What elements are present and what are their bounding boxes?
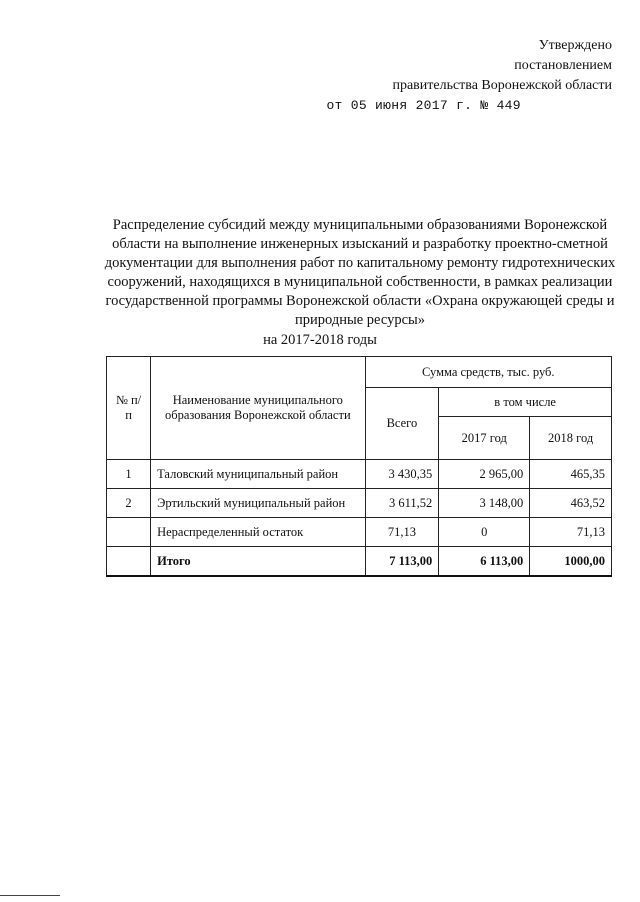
cell-total-2018: 1000,00 [530,547,612,577]
cell-2018: 463,52 [530,489,612,518]
cell-number: 1 [107,460,151,489]
cell-number [107,518,151,547]
subsidy-table [106,356,612,577]
page-footer-rule [0,895,60,896]
table-header-row [107,357,612,388]
table-row [107,518,612,547]
approval-line-resolution: постановлением [514,58,612,73]
cell-total-label: Итого [151,547,365,577]
approval-line-government: правительства Воронежской области [392,78,612,93]
cell-total: 3 430,35 [365,460,439,489]
header-municipality: Наименование муниципального образования Воронежской области [151,357,365,460]
document-subtitle: на 2017-2018 годы [263,332,377,348]
cell-total-2017: 6 113,00 [439,547,530,577]
cell-municipality: Эртильский муниципальный район [151,489,365,518]
header-including: в том числе [439,388,612,417]
cell-2017: 0 [439,518,530,547]
approval-block [326,36,612,116]
cell-2017: 2 965,00 [439,460,530,489]
cell-municipality: Нераспределенный остаток [151,518,365,547]
cell-total: 71,13 [365,518,439,547]
cell-total: 3 611,52 [365,489,439,518]
table-row [107,460,612,489]
cell-number: 2 [107,489,151,518]
cell-grand-total: 7 113,00 [365,547,439,577]
header-sum: Сумма средств, тыс. руб. [365,357,611,388]
cell-municipality: Таловский муниципальный район [151,460,365,489]
header-total: Всего [365,388,439,460]
cell-2018: 71,13 [530,518,612,547]
header-number: № п/п [107,357,151,460]
cell-2017: 3 148,00 [439,489,530,518]
cell-number [107,547,151,577]
cell-2018: 465,35 [530,460,612,489]
approval-date-stamp: от 05 июня 2017 г. № 449 [326,98,521,113]
approval-line-approved: Утверждено [538,38,612,53]
header-2017: 2017 год [439,417,530,460]
document-title: Распределение субсидий между муниципальными образованиями Воронежской области на выполнение инженерных изысканий и разработку проектно-сметной документации для выполнения работ по капитальному ремонту гидротехнических сооружений, находящихся в муниципальной собственности, в рамках реализации государственной программы Воронежской области «Охрана окружающей среды и природные ресурсы» [104,217,616,328]
header-2018: 2018 год [530,417,612,460]
table-row [107,489,612,518]
table-total-row [107,547,612,577]
